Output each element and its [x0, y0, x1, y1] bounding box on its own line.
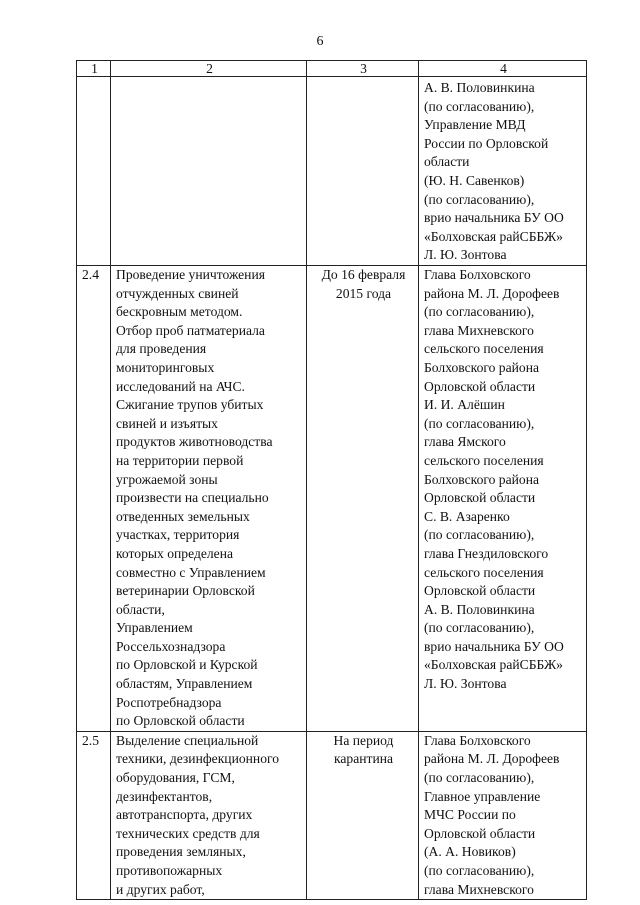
measures-table — [76, 60, 587, 900]
text-line: Орловской области — [424, 825, 536, 841]
text-line: по Орловской области — [116, 713, 245, 729]
text-line: области, — [116, 601, 165, 617]
action-cell — [111, 731, 307, 899]
text-line: России по Орловской — [424, 135, 549, 151]
text-line: ветеринарии Орловской — [116, 583, 255, 599]
text-line: Роспотребнадзора — [116, 694, 222, 710]
text-line: и других работ, — [116, 881, 205, 897]
text-line: противопожарных — [116, 863, 223, 878]
text-line: угрожаемой зоны — [116, 471, 218, 487]
responsible-cell — [419, 731, 587, 899]
text-line: Проведение уничтожения — [116, 267, 265, 282]
text-line: (Ю. Н. Савенков) — [424, 172, 525, 188]
page-number: 6 — [316, 34, 324, 49]
text-line: на территории первой — [116, 452, 244, 468]
text-line: отведенных земельных — [116, 508, 250, 524]
text-line: С. В. Азаренко — [424, 508, 510, 524]
text-line: (по согласованию), — [424, 770, 535, 786]
text-line: района М. Л. Дорофеев — [424, 285, 560, 301]
action-cell — [111, 266, 307, 732]
text-line: по Орловской и Курской — [116, 657, 258, 673]
row-number: 2.4 — [77, 266, 111, 732]
text-line: района М. Л. Дорофеев — [424, 751, 560, 767]
text-line: дезинфектантов, — [116, 788, 213, 804]
text-line: участках, территория — [116, 527, 240, 543]
table-row — [77, 266, 587, 732]
table-row — [77, 731, 587, 899]
text-line: врио начальника БУ ОО — [424, 638, 564, 654]
text-line: Глава Болховского — [424, 732, 531, 748]
text-line: свиней и изъятых — [116, 415, 218, 431]
text-line: сельского поселения — [424, 452, 544, 468]
text-line: проведения земляных, — [116, 844, 246, 860]
text-line: (по согласованию), — [424, 191, 535, 207]
text-line: карантина — [333, 751, 394, 767]
text-line: Болховского района — [424, 471, 540, 487]
text-line: глава Ямского — [424, 434, 506, 450]
text-line: автотранспорта, других — [116, 807, 253, 823]
row-number — [77, 77, 111, 266]
text-line: «Болховская райСББЖ» — [424, 657, 563, 673]
text-line: глава Гнездиловского — [424, 545, 549, 561]
text-line: продуктов животноводства — [116, 434, 273, 450]
text-line: (по согласованию), — [424, 415, 535, 431]
text-line: произвести на специально — [116, 490, 269, 506]
responsible-cell — [419, 77, 587, 266]
text-line: мониторинговых — [116, 359, 215, 375]
text-line: совместно с Управлением — [116, 564, 266, 580]
text-line: (по согласованию), — [424, 620, 535, 636]
text-line: (А. А. Новиков) — [424, 844, 516, 860]
row-number: 2.5 — [77, 731, 111, 899]
text-line: (по согласованию), — [424, 304, 535, 320]
text-line: 2015 года — [335, 285, 392, 301]
text-line: глава Михневского — [424, 322, 534, 338]
deadline-cell — [307, 266, 419, 732]
text-line: (по согласованию), — [424, 98, 535, 114]
text-line: технических средств для — [116, 825, 260, 841]
header-cell-4: 4 — [419, 61, 587, 77]
responsible-cell — [419, 266, 587, 732]
text-line: исследований на АЧС. — [116, 378, 245, 394]
text-line: Выделение специальной — [116, 732, 259, 748]
header-cell-1: 1 — [77, 61, 111, 77]
text-line: для проведения — [116, 341, 207, 357]
text-line: МЧС России по — [424, 807, 516, 823]
text-line: Орловской области — [424, 583, 536, 599]
text-line: Л. Ю. Зонтова — [424, 247, 507, 263]
text-line: Орловской области — [424, 490, 536, 506]
text-line: Орловской области — [424, 378, 536, 394]
text-line: которых определена — [116, 545, 234, 561]
text-line: Л. Ю. Зонтова — [424, 676, 507, 692]
text-line: (по согласованию), — [424, 527, 535, 543]
text-line: А. В. Половинкина — [424, 601, 535, 617]
text-line: областям, Управлением — [116, 676, 253, 692]
text-line: Отбор проб патматериала — [116, 322, 265, 338]
text-line: На период — [333, 732, 394, 748]
text-line: Россельхознадзора — [116, 638, 226, 654]
text-line: Главное управление — [424, 788, 541, 804]
text-line: сельского поселения — [424, 341, 544, 357]
header-cell-3: 3 — [307, 61, 419, 77]
text-line: Болховского района — [424, 359, 540, 375]
text-line: А. В. Половинкина — [424, 80, 535, 95]
text-line: «Болховская райСББЖ» — [424, 228, 563, 244]
text-line: (по согласованию), — [424, 863, 535, 878]
action-cell — [111, 77, 307, 266]
text-line: врио начальника БУ ОО — [424, 210, 564, 226]
text-line: Глава Болховского — [424, 267, 531, 282]
text-line: техники, дезинфекционного — [116, 751, 280, 767]
text-line: области — [424, 154, 470, 170]
deadline-cell — [307, 77, 419, 266]
text-line: И. И. Алёшин — [424, 397, 505, 413]
text-line: глава Михневского — [424, 881, 534, 897]
text-line: До 16 февраля — [321, 267, 406, 282]
table-header-row — [77, 61, 587, 77]
text-line: Управлением — [116, 620, 193, 636]
text-line: Сжигание трупов убитых — [116, 397, 264, 413]
text-line: оборудования, ГСМ, — [116, 770, 235, 786]
text-line: Управление МВД — [424, 117, 526, 133]
text-line: отчужденных свиней — [116, 285, 239, 301]
text-line: сельского поселения — [424, 564, 544, 580]
header-cell-2: 2 — [111, 61, 307, 77]
table-row — [77, 77, 587, 266]
text-line: бескровным методом. — [116, 304, 243, 320]
deadline-cell — [307, 731, 419, 899]
